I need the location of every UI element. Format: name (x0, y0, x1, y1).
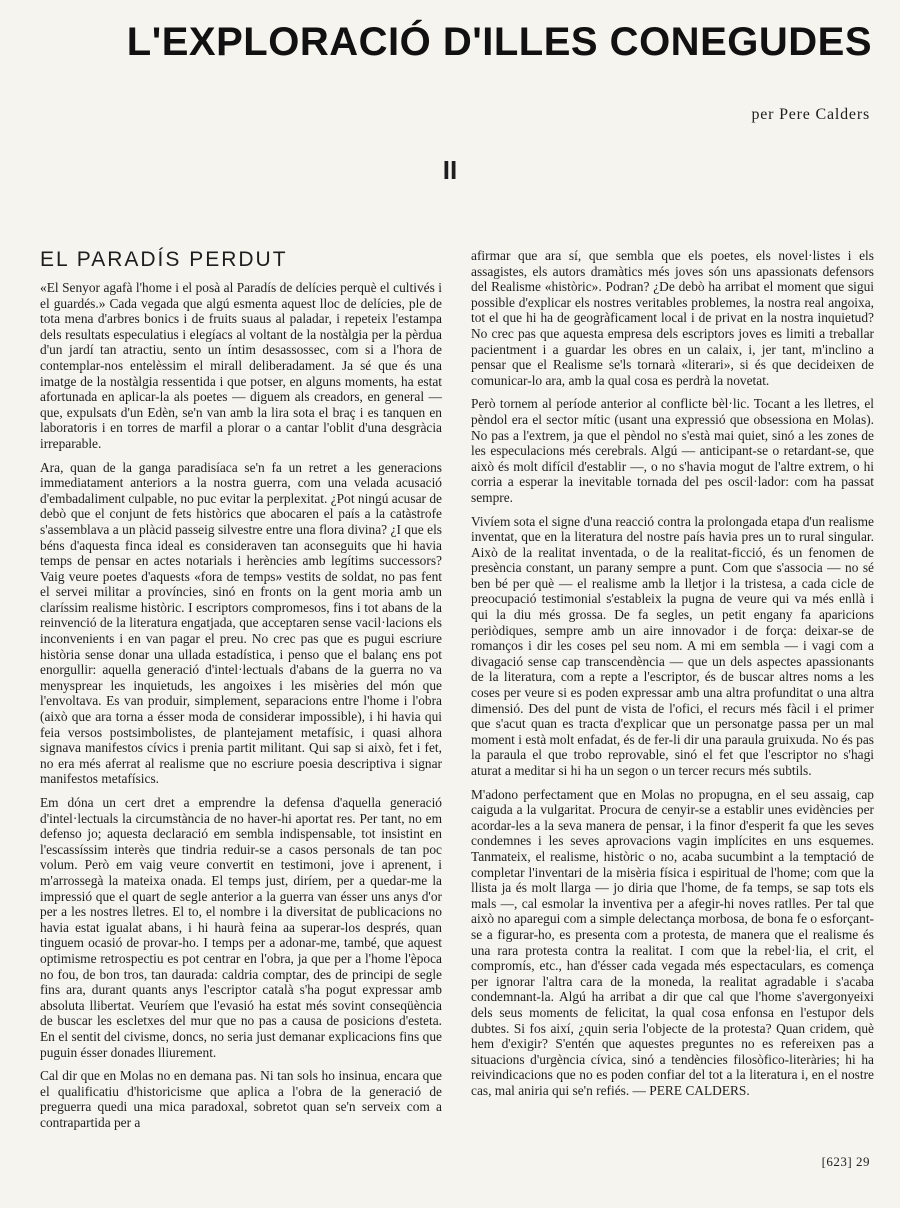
paragraph: M'adono perfectament que en Molas no propugna, en el seu assaig, cap caiguda a la vulgaritat. Procura de cenyir-se a establir unes evidències per acordar-les a la seva manera de pensar, i la finor d'esperit fa que les seves condemnes i les seves aprovacions vagin implícites en uns esquemes. Tanmateix, el realisme, històric o no, acaba sucumbint a la temptació de completar l'inventari de la misèria física i espiritual de l'home; com que la llista ja és molt llarga — jo diria que l'home, de fa temps, se sap tots els mals —, cal esmolar la inventiva per a afegir-hi noves ratlles. Per tal que això no aparegui com a simple delectança morbosa, de bona fe o esforçant-se a figurar-ho, es presenta com a protesta, de manera que el realisme és una rara protesta contra la realitat. I com que la rebel·lia, el crit, el compromís, etc., han d'ésser cada vegada més espectaculars, es comença per ignorar l'altra cara de la moneda, la realitat agradable i s'acaba condemnant-la. Algú ha arribat a dir que cal que l'home s'avergonyeixi dels seus moments de felicitat, la qual cosa enfonsa en l'estupor dels dubtes. Si fos així, ¿quin seria l'objecte de la protesta? Quan cridem, què hem d'exigir? S'entén que aquestes preguntes no es refereixen pas a situacions d'urgència cívica, sinó a tendències filosòfico-literàries; hi ha reivindicacions que no es poden confiar del tot a la literatura i, en el nostre cas, mal aniria qui se'n refiés. — PERE CALDERS. (471, 786, 874, 1098)
byline: per Pere Calders (751, 106, 870, 123)
paragraph: afirmar que ara sí, que sembla que els poetes, els novel·listes i els assagistes, els autors dramàtics més joves són uns apassionats defensors del Realisme «històric». Podran? ¿De debò ha arribat el moment que sigui possible d'explicar els nostres veritables problemes, la nostra real angoixa, tot el que hi ha de geogràficament local i de privat en la nostra inquietud? No crec pas que aquesta empresa dels escriptors joves es limiti a treballar pacientment i a guardar les obres en un calaix, i, jer tant, m'inclino a pensar que el Realisme se'ls tornarà «literari», si és que decideixen de comunicar-lo ara, amb la qual cosa es perdrà la novetat. (471, 248, 874, 388)
page-number: [623] 29 (821, 1154, 870, 1169)
paragraph: Ara, quan de la ganga paradisíaca se'n fa un retret a les generacions immediatament anteriors a la nostra guerra, com una velada acusació d'embadaliment culpable, no puc evitar la perplexitat. ¿Pot ningú acusar de debò que el conjunt de fets històrics que abocaren el país a la catàstrofe s'assemblava a un plàcid passeig silvestre entre una flora divina? ¿I que els béns d'aquesta finca ideal es consideraven tan aconseguits que hi havia temps de pensar en actes notarials i herències amb legítims successors? Vaig veure poetes d'aquests «fora de temps» vestits de soldat, no pas fent el servei militar a províncies, sinó en fronts on la gent moria amb un claríssim realisme històric. I escriptors compromesos, fins i tot abans de la reinvenció de la literatura engatjada, que acceptaren sense vacil·lacions els inconvenients i en van pagar el preu. No crec pas que es pugui escriure història sense donar una ullada estadística, i penso que el balanç ens pot enorgullir: aquella generació d'intel·lectuals d'abans de la guerra no va menysprear les inquietuds, les angoixes i les misèries del món que l'envoltava. Es van produir, simplement, separacions entre l'home i l'obra (això que ara torna a ésser moda de considerar impossible), i hi havia qui feia versos postsimbolistes, de plantejament metafísic, i quasi alhora signava manifestos cívics i prenia partit militant. Qui sap si això, fet i fet, no era més aferrat al realisme que no escriure poesia descriptiva i signar manifestos metafísics. (40, 459, 442, 787)
paragraph: «El Senyor agafà l'home i el posà al Paradís de delícies perquè el cultivés i el guardés.» Cada vegada que algú esmenta aquest lloc de delícies, ple de tota mena d'arbres bonics i de fruits suaus al paladar, i repeteix l'estampa dels resultats especulatius i elegíacs al voltant de la nostàlgia per la pèrdua d'un jardí tan atractiu, sento un íntim desassossec, com si a l'hora de contemplar-nos entelèssim el mirall deliberadament. Ja sé que és una imatge de la nostàlgia ressentida i que potser, en alguns moments, ha estat afortunada en aplicar-la als poetes — diguem als creadors, en general — que, expulsats d'un Edèn, se'n van amb la lira sota el braç i es tanquen en laboratoris i en torres de marfil a plorar o a cantar l'oblit d'una desgràcia irreparable. (40, 280, 442, 451)
part-number: II (442, 155, 458, 185)
right-column (471, 248, 874, 1106)
left-column (40, 248, 442, 1138)
paragraph: Però tornem al període anterior al conflicte bèl·lic. Tocant a les lletres, el pèndol era el sector mític (usant una expressió que obsessiona en Molas). No pas a l'extrem, ja que el pèndol no s'està mai quiet, sinó a les zones de les especulacions més cerebrals. Algú — anticipant-se o retardant-se, que això és molt difícil d'establir —, o no s'havia mogut de l'altre extrem, o hi corria a esperar la inevitable tornada del pes oscil·lador: com ha passat sempre. (471, 396, 874, 505)
paragraph: Em dóna un cert dret a emprendre la defensa d'aquella generació d'intel·lectuals la circumstància de no haver-hi aportat res. Per tant, no em defenso jo; aquesta declaració em sembla indispensable, tot insistint en l'escassíssim interès que tindria reduir-se a casos personals de tan poc volum. Però em vaig veure convertit en testimoni, jove i aprenent, i m'arrossegà la mateixa onada. El temps just, diríem, per a quedar-me la impressió que el quart de segle anterior a la guerra van ésser uns anys d'or per a les nostres lletres. El to, el nombre i la diversitat de publicacions no havia estat igualat abans, i hi haurà feina aa superar-los després, quan tinguem ocasió de provar-ho. I temps per a adonar-me, també, que aquest optimisme retrospectiu es pot centrar en l'obra, ja que per a l'home l'època no fou, de bon tros, tan daurada: caldria comptar, des de principi de segle fins ara, durant quants anys l'escriptor català s'ha pogut expressar amb absoluta llibertat. Veuríem que l'evasió ha estat més sovint conseqüència de buscar les escletxes del mur que no pas a causa de posicions d'esteta. En el sentit del civisme, doncs, no seria just demanar explicacions fins que puguin ésser donades lliurement. (40, 795, 442, 1060)
article-title: L'EXPLORACIÓ D'ILLES CONEGUDES (126, 20, 872, 64)
paragraph: Cal dir que en Molas no en demana pas. Ni tan sols ho insinua, encara que el qualificatiu d'historicisme que aplica a l'obra de la generació de preguerra quedi una mica paradoxal, sobretot quan se'n serveix com a contrapartida per a (40, 1068, 442, 1130)
paragraph: Vivíem sota el signe d'una reacció contra la prolongada etapa d'un realisme inventat, que en la literatura del nostre país havia pres un to rural singular. Això de la realitat inventada, o de la realitat-ficció, és un fenomen de presència constant, un parany sempre a punt. Com que s'associa — no sé ben bé per què — el realisme amb la lletjor i la tristesa, a cada cicle de preocupació testimonial s'estableix la pugna de veure qui va més enllà i qui la diu més grossa. De fa segles, un petit engany fa aparicions periòdiques, sempre amb un aire innovador i de força: deixar-se de romanços i dir les coses pel seu nom. A mi em sembla — i vagi com a divagació sense cap transcendència — que un dels aspectes apassionants de la literatura, com a repte a l'escriptor, és de buscar altres noms a les coses per veure si es poden expressar amb una altra profunditat o una altra dimensió. Des del punt de vista de l'ofici, el recurs més fàcil i el primer que s'acut quan es tracta d'explicar que un personatge passa per un mal moment i està molt enfadat, és de fer-li dir una paraula gruixuda. No és pas la paraula el que trobo reprovable, sinó el fet que l'escriptor no s'hagi aturat a meditar si hi ha un segon o un tercer recurs més subtils. (471, 513, 874, 778)
section-heading: EL PARADÍS PERDUT (40, 248, 288, 271)
